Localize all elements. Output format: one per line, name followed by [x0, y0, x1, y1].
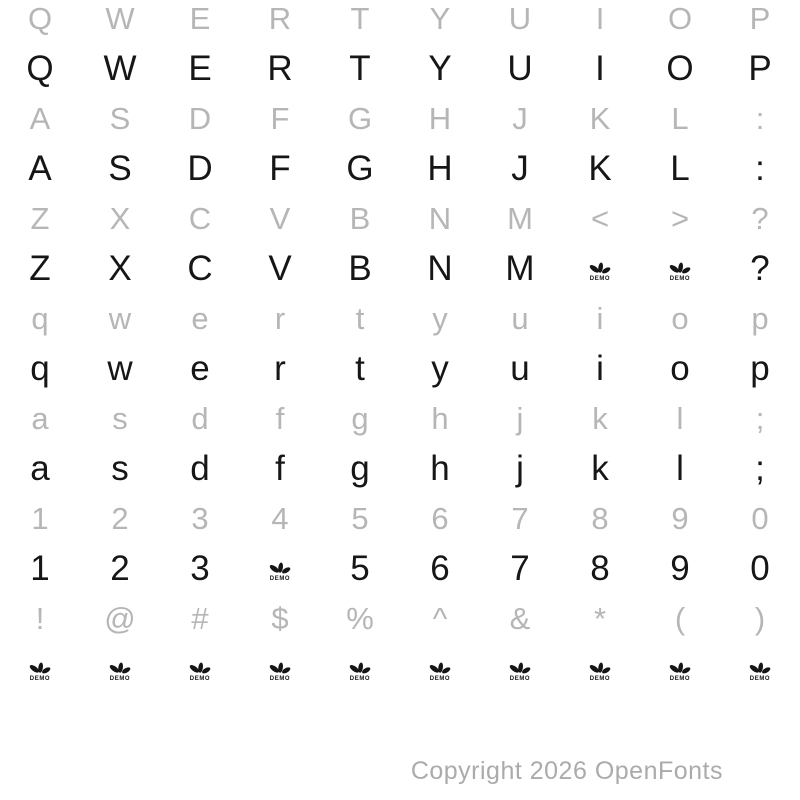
- glyph-cell: y: [432, 300, 448, 336]
- glyph-cell: y: [431, 348, 449, 388]
- glyph-cell: d: [190, 448, 210, 488]
- glyph-cell: Q: [26, 48, 54, 88]
- demo-glyph-cell: [400, 643, 480, 697]
- glyph-cell: K: [589, 100, 611, 136]
- demo-mark-icon: [429, 662, 451, 675]
- glyph-cell: Q: [27, 0, 53, 36]
- glyph-cell: h: [431, 400, 449, 436]
- glyph-cell: R: [268, 0, 292, 36]
- glyph-cell: q: [31, 300, 49, 336]
- glyph-cell: L: [670, 148, 690, 188]
- glyph-cell: Y: [429, 0, 451, 36]
- glyph-cell: *: [593, 600, 607, 636]
- glyph-cell: #: [191, 600, 209, 636]
- glyph-cell: w: [107, 348, 133, 388]
- glyph-cell: 0: [750, 548, 770, 588]
- glyph-cell: V: [268, 248, 292, 288]
- glyph-cell: ?: [750, 248, 770, 288]
- demo-glyph-label: DEMO: [669, 676, 691, 682]
- demo-glyph-label: DEMO: [349, 676, 371, 682]
- glyph-cell: $: [271, 600, 289, 636]
- glyph-cell: V: [269, 200, 291, 236]
- char-row-rendered-2: [0, 43, 800, 93]
- glyph-cell: 0: [751, 500, 769, 536]
- demo-glyph-label: DEMO: [669, 276, 691, 282]
- glyph-cell: &: [509, 600, 531, 636]
- glyph-cell: X: [109, 200, 131, 236]
- glyph-cell: G: [346, 148, 374, 188]
- glyph-cell: 2: [110, 548, 130, 588]
- glyph-cell: e: [191, 300, 209, 336]
- demo-mark-icon: [109, 662, 131, 675]
- glyph-cell: A: [28, 148, 52, 188]
- demo-mark-icon: [589, 662, 611, 675]
- glyph-cell: 5: [350, 548, 370, 588]
- demo-mark-icon: [669, 262, 691, 275]
- demo-glyph-cell: [160, 643, 240, 697]
- char-row-preview-11: [0, 493, 800, 543]
- glyph-cell: a: [31, 400, 49, 436]
- glyph-cell: :: [755, 100, 765, 136]
- demo-mark-icon: [189, 662, 211, 675]
- glyph-cell: F: [270, 100, 290, 136]
- glyph-cell: k: [591, 448, 609, 488]
- glyph-cell: D: [187, 148, 213, 188]
- glyph-cell: C: [188, 200, 212, 236]
- glyph-cell: 1: [30, 548, 50, 588]
- glyph-cell: L: [671, 100, 689, 136]
- glyph-cell: I: [595, 0, 605, 36]
- demo-glyph-label: DEMO: [269, 676, 291, 682]
- copyright-text: Copyright 2026 OpenFonts: [410, 757, 723, 785]
- demo-mark-icon: [589, 262, 611, 275]
- glyph-cell: 7: [510, 548, 530, 588]
- glyph-cell: 1: [31, 500, 49, 536]
- glyph-cell: a: [30, 448, 50, 488]
- glyph-cell: J: [511, 148, 529, 188]
- glyph-cell: i: [596, 300, 604, 336]
- glyph-cell: r: [274, 300, 286, 336]
- demo-glyph-cell: [640, 643, 720, 697]
- demo-mark-icon: [29, 662, 51, 675]
- glyph-cell: 5: [351, 500, 369, 536]
- glyph-cell: !: [35, 600, 45, 636]
- glyph-cell: t: [355, 300, 365, 336]
- glyph-cell: h: [430, 448, 450, 488]
- glyph-cell: T: [350, 0, 370, 36]
- glyph-cell: k: [592, 400, 608, 436]
- glyph-cell: F: [269, 148, 291, 188]
- glyph-cell: <: [590, 200, 610, 236]
- demo-glyph-label: DEMO: [589, 676, 611, 682]
- glyph-cell: d: [191, 400, 209, 436]
- glyph-cell: 8: [591, 500, 609, 536]
- demo-mark-icon: [509, 662, 531, 675]
- demo-mark-icon: [669, 662, 691, 675]
- glyph-cell: H: [427, 148, 453, 188]
- glyph-cell: o: [671, 300, 689, 336]
- glyph-cell: M: [505, 248, 535, 288]
- char-row-preview-5: [0, 193, 800, 243]
- glyph-cell: u: [511, 300, 529, 336]
- glyph-cell: P: [748, 48, 772, 88]
- glyph-cell: >: [670, 200, 690, 236]
- glyph-cell: l: [676, 448, 684, 488]
- glyph-cell: G: [347, 100, 373, 136]
- glyph-cell: R: [267, 48, 293, 88]
- glyph-cell: A: [29, 100, 51, 136]
- glyph-cell: g: [351, 400, 369, 436]
- glyph-cell: o: [670, 348, 690, 388]
- char-row-preview-7: [0, 293, 800, 343]
- demo-mark-icon: [749, 662, 771, 675]
- glyph-cell: @: [104, 600, 136, 636]
- glyph-cell: 2: [111, 500, 129, 536]
- glyph-cell: T: [349, 48, 371, 88]
- glyph-cell: N: [427, 248, 453, 288]
- glyph-cell: B: [348, 248, 372, 288]
- demo-glyph-cell: [80, 643, 160, 697]
- glyph-cell: l: [676, 400, 684, 436]
- glyph-cell: w: [108, 300, 132, 336]
- glyph-cell: q: [30, 348, 50, 388]
- demo-mark-icon: [269, 662, 291, 675]
- demo-mark-icon: [269, 562, 291, 575]
- glyph-cell: f: [275, 400, 285, 436]
- glyph-cell: B: [349, 200, 371, 236]
- glyph-cell: W: [105, 0, 135, 36]
- glyph-cell: H: [428, 100, 452, 136]
- demo-glyph-cell: [560, 243, 640, 297]
- char-row-rendered-10: [0, 443, 800, 493]
- char-row-preview-9: [0, 393, 800, 443]
- glyph-cell: 9: [670, 548, 690, 588]
- demo-glyph-label: DEMO: [509, 676, 531, 682]
- glyph-cell: 8: [590, 548, 610, 588]
- demo-glyph-label: DEMO: [749, 676, 771, 682]
- glyph-cell: j: [516, 400, 524, 436]
- glyph-cell: J: [512, 100, 528, 136]
- demo-glyph-cell: [720, 643, 800, 697]
- glyph-cell: g: [350, 448, 370, 488]
- glyph-cell: Z: [29, 248, 51, 288]
- glyph-cell: p: [750, 348, 770, 388]
- glyph-cell: ;: [755, 448, 765, 488]
- glyph-cell: 7: [511, 500, 529, 536]
- glyph-cell: W: [103, 48, 137, 88]
- demo-glyph-cell: [480, 643, 560, 697]
- char-row-preview-1: [0, 0, 800, 43]
- glyph-cell: E: [188, 48, 212, 88]
- glyph-cell: r: [274, 348, 286, 388]
- glyph-cell: j: [516, 448, 524, 488]
- glyph-cell: :: [755, 148, 765, 188]
- glyph-cell: 3: [190, 548, 210, 588]
- glyph-cell: ): [754, 600, 766, 636]
- glyph-cell: O: [666, 48, 694, 88]
- glyph-cell: (: [674, 600, 686, 636]
- glyph-cell: Y: [428, 48, 452, 88]
- glyph-cell: s: [112, 400, 128, 436]
- demo-glyph-cell: [240, 643, 320, 697]
- glyph-cell: M: [507, 200, 533, 236]
- demo-glyph-cell: [640, 243, 720, 297]
- glyph-cell: S: [108, 148, 132, 188]
- glyph-cell: O: [667, 0, 693, 36]
- glyph-cell: U: [508, 0, 532, 36]
- glyph-cell: E: [189, 0, 211, 36]
- glyph-cell: X: [108, 248, 132, 288]
- glyph-cell: K: [588, 148, 612, 188]
- glyph-cell: 9: [671, 500, 689, 536]
- char-row-preview-3: [0, 93, 800, 143]
- demo-mark-icon: [349, 662, 371, 675]
- glyph-cell: 3: [191, 500, 209, 536]
- glyph-cell: u: [510, 348, 530, 388]
- char-row-rendered-12: [0, 543, 800, 593]
- glyph-cell: U: [507, 48, 533, 88]
- glyph-cell: Z: [30, 200, 50, 236]
- glyph-cell: 6: [431, 500, 449, 536]
- glyph-cell: D: [188, 100, 212, 136]
- char-row-rendered-8: [0, 343, 800, 393]
- demo-glyph-cell: [320, 643, 400, 697]
- char-row-rendered-14: [0, 643, 800, 693]
- demo-glyph-label: DEMO: [429, 676, 451, 682]
- glyph-cell: S: [109, 100, 131, 136]
- demo-glyph-cell: [240, 543, 320, 597]
- glyph-cell: 4: [271, 500, 289, 536]
- glyph-cell: C: [187, 248, 213, 288]
- glyph-cell: I: [595, 48, 605, 88]
- char-row-rendered-6: [0, 243, 800, 293]
- glyph-cell: e: [190, 348, 210, 388]
- glyph-cell: p: [751, 300, 769, 336]
- demo-glyph-cell: [0, 643, 80, 697]
- glyph-cell: t: [355, 348, 365, 388]
- glyph-cell: ?: [751, 200, 769, 236]
- demo-glyph-label: DEMO: [269, 576, 291, 582]
- char-row-rendered-4: [0, 143, 800, 193]
- glyph-cell: 6: [430, 548, 450, 588]
- glyph-cell: P: [749, 0, 771, 36]
- glyph-cell: f: [275, 448, 285, 488]
- glyph-cell: ^: [432, 600, 448, 636]
- glyph-cell: %: [346, 600, 374, 636]
- demo-glyph-label: DEMO: [109, 676, 131, 682]
- demo-glyph-label: DEMO: [29, 676, 51, 682]
- char-row-preview-13: [0, 593, 800, 643]
- demo-glyph-label: DEMO: [589, 276, 611, 282]
- demo-glyph-label: DEMO: [189, 676, 211, 682]
- glyph-cell: ;: [755, 400, 765, 436]
- demo-glyph-cell: [560, 643, 640, 697]
- glyph-cell: N: [428, 200, 452, 236]
- glyph-cell: s: [111, 448, 129, 488]
- glyph-cell: i: [596, 348, 604, 388]
